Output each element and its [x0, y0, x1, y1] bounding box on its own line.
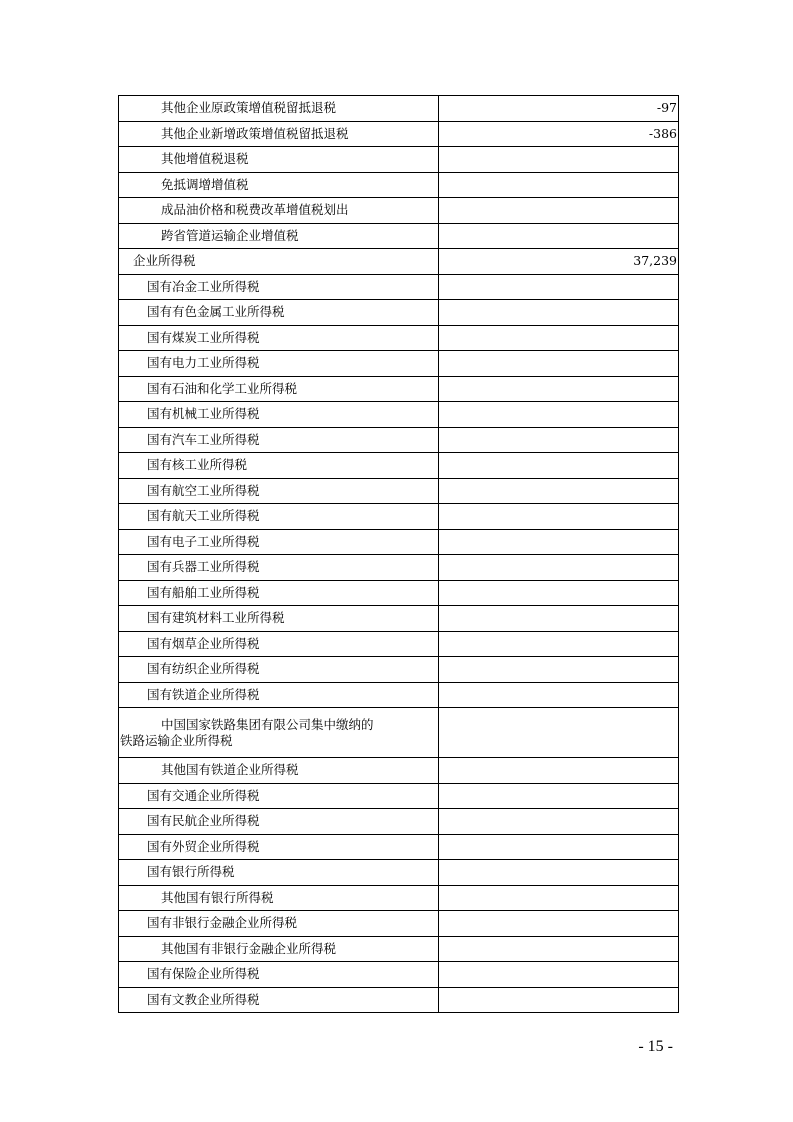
row-label: 国有非银行金融企业所得税 [119, 911, 439, 937]
row-label: 国有银行所得税 [119, 860, 439, 886]
table-row [119, 96, 679, 122]
table-row [119, 300, 679, 326]
row-label [119, 708, 439, 758]
table-row [119, 631, 679, 657]
row-label: 国有保险企业所得税 [119, 962, 439, 988]
row-label: 国有建筑材料工业所得税 [119, 606, 439, 632]
row-label: 国有核工业所得税 [119, 453, 439, 479]
row-value: -97 [439, 96, 679, 122]
row-value [439, 300, 679, 326]
row-label: 国有冶金工业所得税 [119, 274, 439, 300]
row-value [439, 478, 679, 504]
table-row [119, 351, 679, 377]
row-value [439, 606, 679, 632]
row-value [439, 682, 679, 708]
table-row [119, 427, 679, 453]
table-row [119, 911, 679, 937]
row-value [439, 274, 679, 300]
row-label: 国有煤炭工业所得税 [119, 325, 439, 351]
row-value [439, 860, 679, 886]
row-label: 国有汽车工业所得税 [119, 427, 439, 453]
table-row [119, 325, 679, 351]
table-row [119, 504, 679, 530]
row-label: 国有电力工业所得税 [119, 351, 439, 377]
page-number: - 15 - [638, 1038, 673, 1055]
row-value: 37,239 [439, 249, 679, 275]
row-label: 其他国有银行所得税 [119, 885, 439, 911]
row-value [439, 936, 679, 962]
row-value [439, 885, 679, 911]
row-label: 国有电子工业所得税 [119, 529, 439, 555]
table-row [119, 529, 679, 555]
table-row [119, 453, 679, 479]
row-value [439, 555, 679, 581]
row-label: 国有船舶工业所得税 [119, 580, 439, 606]
row-label: 国有铁道企业所得税 [119, 682, 439, 708]
row-value [439, 325, 679, 351]
row-value [439, 504, 679, 530]
row-value [439, 758, 679, 784]
row-value [439, 198, 679, 224]
row-label: 其他企业新增政策增值税留抵退税 [119, 121, 439, 147]
table-row [119, 758, 679, 784]
row-label: 国有民航企业所得税 [119, 809, 439, 835]
row-label: 免抵调增增值税 [119, 172, 439, 198]
row-value: -386 [439, 121, 679, 147]
row-value [439, 708, 679, 758]
table-row [119, 682, 679, 708]
table-row [119, 274, 679, 300]
row-value [439, 962, 679, 988]
row-label: 国有纺织企业所得税 [119, 657, 439, 683]
row-label: 国有烟草企业所得税 [119, 631, 439, 657]
table-row [119, 657, 679, 683]
row-value [439, 987, 679, 1013]
row-value [439, 427, 679, 453]
row-value [439, 172, 679, 198]
table-row [119, 172, 679, 198]
table-row [119, 555, 679, 581]
row-label: 其他国有铁道企业所得税 [119, 758, 439, 784]
table-row [119, 580, 679, 606]
row-value [439, 580, 679, 606]
row-label: 企业所得税 [119, 249, 439, 275]
row-label: 国有兵器工业所得税 [119, 555, 439, 581]
row-label: 其他增值税退税 [119, 147, 439, 173]
table-row [119, 936, 679, 962]
table-row [119, 987, 679, 1013]
table-row [119, 606, 679, 632]
row-label: 其他企业原政策增值税留抵退税 [119, 96, 439, 122]
table-row [119, 809, 679, 835]
table-row [119, 147, 679, 173]
row-label: 国有航天工业所得税 [119, 504, 439, 530]
row-label: 国有文教企业所得税 [119, 987, 439, 1013]
table-row [119, 223, 679, 249]
table-row [119, 783, 679, 809]
row-value [439, 453, 679, 479]
table-row [119, 249, 679, 275]
row-value [439, 351, 679, 377]
table-row [119, 198, 679, 224]
row-value [439, 809, 679, 835]
row-label: 国有交通企业所得税 [119, 783, 439, 809]
row-value [439, 376, 679, 402]
table-row [119, 860, 679, 886]
row-label: 其他国有非银行金融企业所得税 [119, 936, 439, 962]
row-label-line2: 铁路运输企业所得税 [120, 732, 233, 748]
table-row [119, 478, 679, 504]
table-row [119, 121, 679, 147]
table-row [119, 376, 679, 402]
row-value [439, 529, 679, 555]
row-value [439, 402, 679, 428]
row-value [439, 631, 679, 657]
row-value [439, 911, 679, 937]
table-row [119, 834, 679, 860]
row-label: 国有石油和化学工业所得税 [119, 376, 439, 402]
row-value [439, 223, 679, 249]
tax-revenue-table [118, 95, 679, 1013]
row-value [439, 147, 679, 173]
table-row [119, 885, 679, 911]
row-label: 国有机械工业所得税 [119, 402, 439, 428]
row-label: 跨省管道运输企业增值税 [119, 223, 439, 249]
table-body [119, 96, 679, 1013]
row-value [439, 783, 679, 809]
table-row [119, 962, 679, 988]
row-label: 成品油价格和税费改革增值税划出 [119, 198, 439, 224]
table-row [119, 708, 679, 758]
row-label: 国有有色金属工业所得税 [119, 300, 439, 326]
table-row [119, 402, 679, 428]
row-value [439, 834, 679, 860]
row-label: 国有外贸企业所得税 [119, 834, 439, 860]
row-label: 国有航空工业所得税 [119, 478, 439, 504]
row-label-line1: 中国国家铁路集团有限公司集中缴纳的 [161, 716, 374, 732]
row-value [439, 657, 679, 683]
